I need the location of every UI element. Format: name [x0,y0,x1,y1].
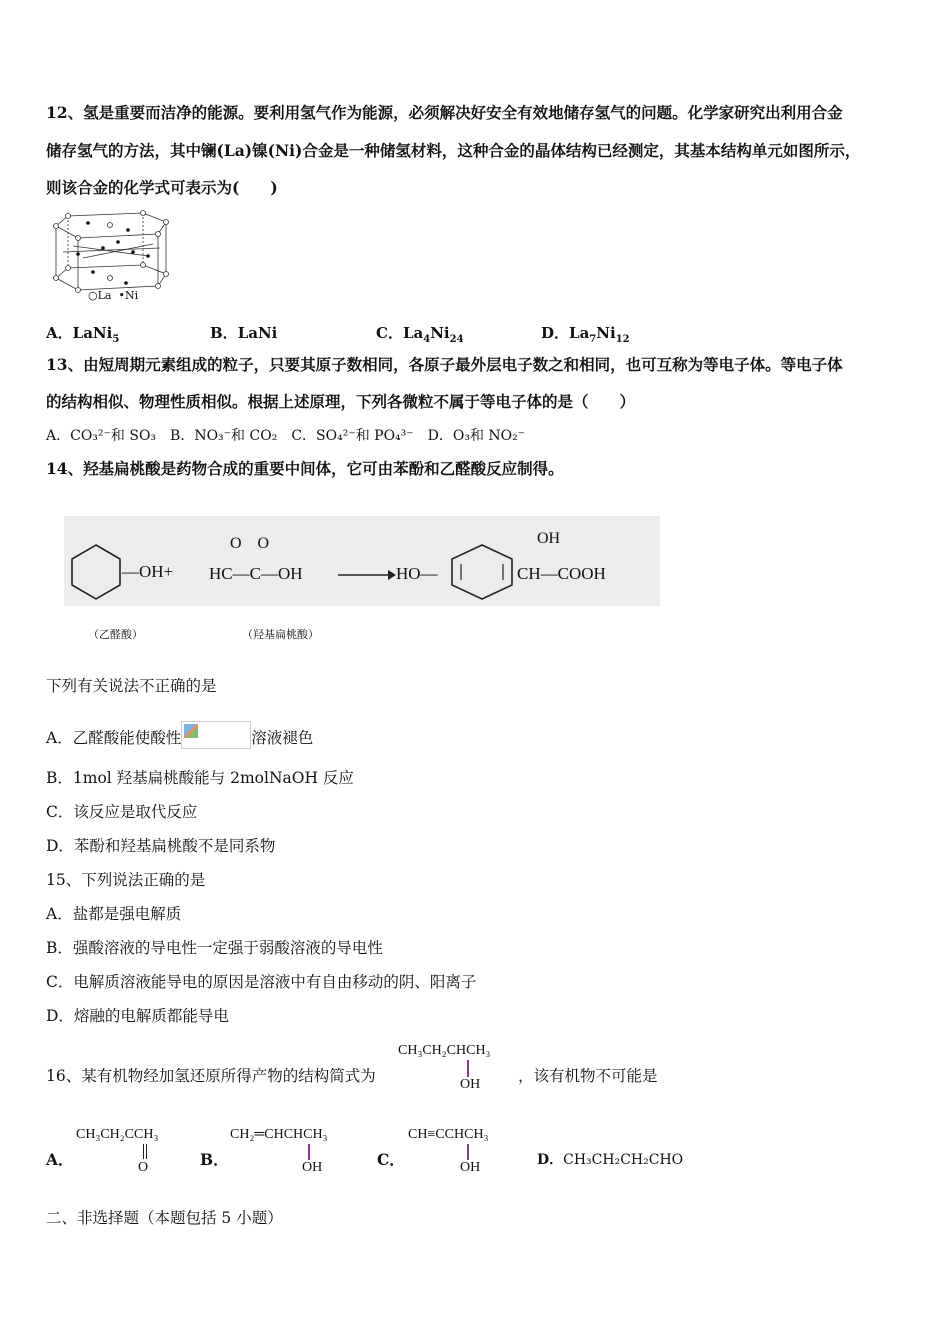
q14-line1: 14、羟基扁桃酸是药物合成的重要中间体，它可由苯酚和乙醛酸反应制得。 [46,459,564,478]
q16-stem-pre: 16、某有机物经加氢还原所得产物的结构简式为 [46,1067,376,1085]
q12-option-d: D．$La_7Ni_{12}$ [541,324,630,345]
q16-product-top: CH₃CH₂CHCH₃ [398,1043,491,1058]
product-ring-icon [448,542,516,602]
q16-option-b-bond [308,1144,310,1160]
q16-option-b-top: CH₂═CHCHCH₃ [230,1127,328,1142]
q16-option-a-top: CH₃CH₂CCH₃ [76,1127,159,1142]
q14-option-a: A．乙醛酸能使酸性 溶液褪色 [46,721,313,749]
q12-option-c: C．$La_4Ni_{24}$ [376,324,464,345]
q15-stem: 15、下列说法正确的是 [46,871,206,889]
q16-option-a-bond [143,1144,147,1159]
reactant1-text: —OH+ [122,562,174,581]
section-2-heading: 二、非选择题（本题包括 5 小题） [46,1209,283,1227]
product-oh: OH [537,530,561,547]
q16-option-b-bottom: OH [302,1160,323,1175]
q16-option-d: D．CH₃CH₂CH₂CHO [537,1152,684,1168]
product-ho: HO— [396,564,438,583]
q16-option-c-top: CH≡CCHCH₃ [408,1127,489,1142]
phenol-ring-icon [68,542,124,602]
q15-option-d: D．熔融的电解质都能导电 [46,1007,229,1025]
q12-line1: 12、氢是重要而洁净的能源。要利用氢气作为能源，必须解决好安全有效地储存氢气的问题。化学家研究出利用合金 [46,103,843,122]
crystal-legend [88,289,138,303]
q13-line1: 13、由短周期元素组成的粒子，只要其原子数相同，各原子最外层电子数之和相同，也可互称为等电子体。等电子体 [46,355,843,374]
reactant2-top: O O [230,535,270,552]
q14-stem: 下列有关说法不正确的是 [46,677,217,695]
reaction-scheme [64,516,660,606]
q16-option-c-bond [467,1144,469,1160]
q15-option-b: B．强酸溶液的导电性一定强于弱酸溶液的导电性 [46,939,383,957]
q16-option-c-label: C． [377,1150,405,1169]
q16-product-bond [467,1060,469,1077]
q14-option-c: C．该反应是取代反应 [46,803,198,821]
q15-option-c: C．电解质溶液能导电的原因是溶液中有自由移动的阴、阳离子 [46,973,477,991]
reactant2-text: HC—C—OH [209,564,303,583]
product-text: CH—COOH [517,564,606,583]
q16-product-oh: OH [460,1077,481,1092]
reaction-arrow-icon [338,568,396,582]
q14-option-b: B．1mol 羟基扁桃酸能与 2molNaOH 反应 [46,769,354,787]
legend-ni: •Ni [118,289,139,302]
q12-option-a: A．LaNi$_5$ [46,324,120,345]
q12-line3: 则该合金的化学式可表示为( ) [46,178,278,197]
broken-image-icon [181,721,251,749]
q16-stem-post: ，该有机物不可能是 [518,1067,658,1085]
q16-option-c-bottom: OH [460,1160,481,1175]
q16-option-a-label: A． [46,1150,74,1169]
q13-options: A．CO₃²⁻和 SO₃ B．NO₃⁻和 CO₂ C．SO₄²⁻和 PO₄³⁻ D．O₃和 NO₂⁻ [46,428,526,444]
q13-line2: 的结构相似、物理性质相似。根据上述原理，下列各微粒不属于等电子体的是（ ） [46,392,636,411]
caption-glyoxylic: （乙醛酸） [88,628,143,641]
caption-hydroxymandelic: （羟基扁桃酸） [242,628,319,641]
q12-option-b: B．LaNi [210,324,278,342]
q16-option-b-label: B． [200,1150,229,1169]
legend-la: ○La [88,289,112,302]
q12-line2: 储存氢气的方法，其中镧(La)镍(Ni)合金是一种储氢材料，这种合金的晶体结构已经测定，其基本结构单元如图所示， [46,141,861,160]
q16-option-a-bottom: O [138,1160,149,1175]
q15-option-a: A．盐都是强电解质 [46,905,182,923]
q14-option-d: D．苯酚和羟基扁桃酸不是同系物 [46,837,276,855]
